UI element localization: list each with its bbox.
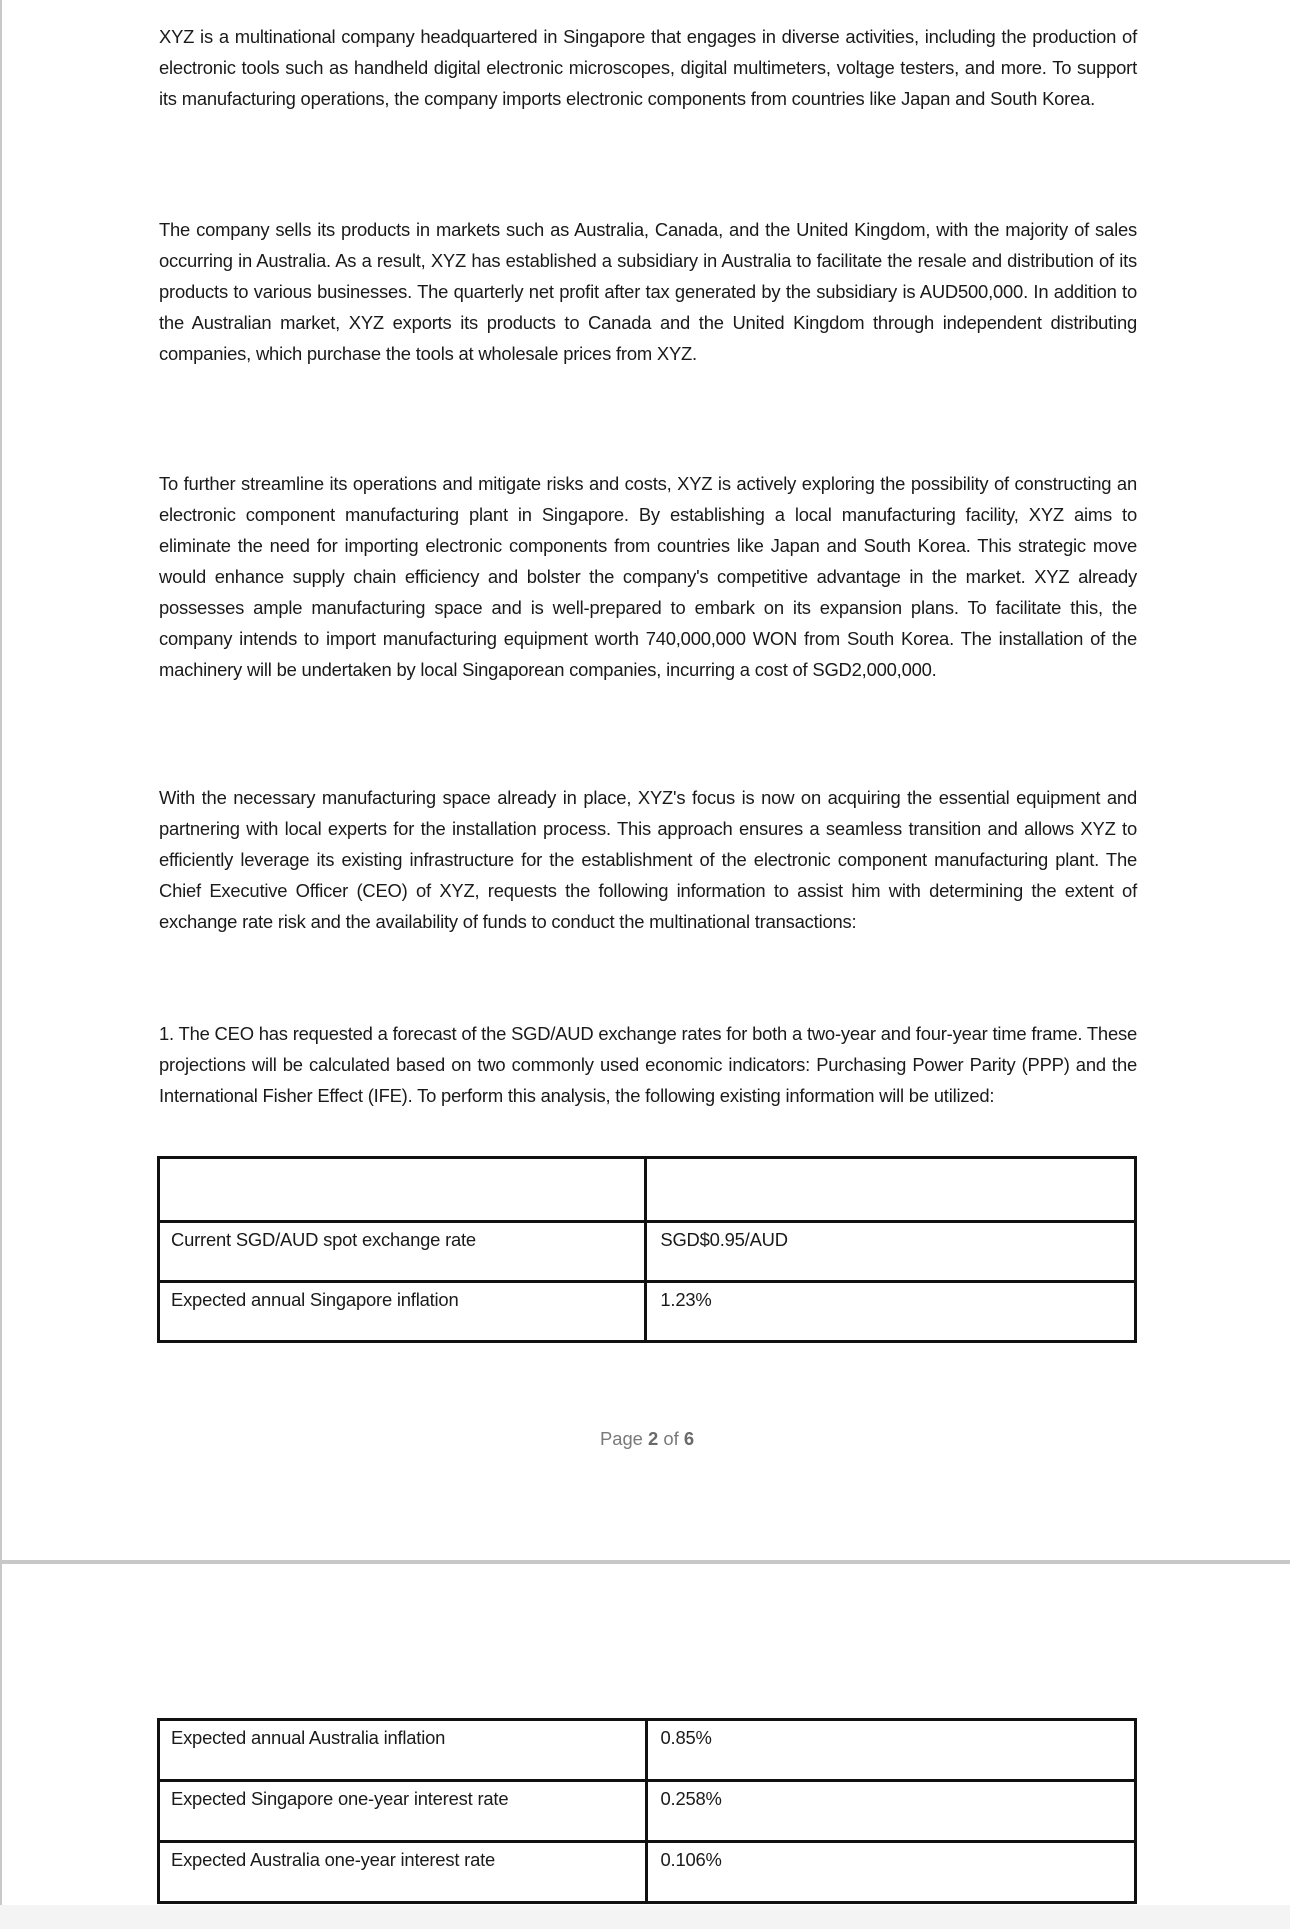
table-row — [159, 1720, 1136, 1781]
table-cell-value: 0.258% — [646, 1781, 1135, 1842]
table-cell-label: Expected Singapore one-year interest rate — [159, 1781, 647, 1842]
page-number-footer — [2, 1428, 1290, 1450]
paragraph-question-1: 1. The CEO has requested a forecast of the SGD/AUD exchange rates for both a two-year and four-year time frame. These projections will be calculated based on two commonly used economic indicators: Purchasing Power Parity (PPP) and the International Fisher Effect (IFE). To perform this analysis, the following existing information will be utilized: — [159, 1023, 1137, 1106]
economic-data-table-part-1 — [157, 1156, 1137, 1343]
economic-data-table-part-2 — [157, 1718, 1137, 1904]
table-row — [159, 1158, 1136, 1222]
table-row — [159, 1781, 1136, 1842]
table-cell-value — [646, 1158, 1136, 1222]
table-cell-label: Expected annual Singapore inflation — [159, 1282, 646, 1342]
table-cell-value: 0.85% — [646, 1720, 1135, 1781]
table-row — [159, 1842, 1136, 1903]
paragraph-markets: The company sells its products in markets such as Australia, Canada, and the United Kingdom, with the majority of sales occurring in Australia. As a result, XYZ has established a subsidiary in Australia to facilitate the resale and distribution of its products to various businesses. The quarterly net profit after tax generated by the subsidiary is AUD500,000. In addition to the Australian market, XYZ exports its products to Canada and the United Kingdom through independent distributing companies, which purchase the tools at wholesale prices from XYZ. — [159, 219, 1137, 364]
paragraph-ceo-request: With the necessary manufacturing space already in place, XYZ's focus is now on acquiring the essential equipment and partnering with local experts for the installation process. This approach ensures a seamless transition and allows XYZ to efficiently leverage its existing infrastructure for the establishment of the electronic component manufacturing plant. The Chief Executive Officer (CEO) of XYZ, requests the following information to assist him with determining the extent of exchange rate risk and the availability of funds to conduct the multinational transactions: — [159, 787, 1137, 932]
page-label: Page — [599, 1428, 649, 1449]
page-of-label: of — [658, 1428, 684, 1449]
table-cell-value: 0.106% — [646, 1842, 1135, 1903]
current-page-number: 2 — [648, 1428, 659, 1449]
table-cell-label — [159, 1158, 646, 1222]
table-cell-label: Expected annual Australia inflation — [159, 1720, 647, 1781]
table-cell-value: 1.23% — [646, 1282, 1136, 1342]
paragraph-expansion-plan: To further streamline its operations and mitigate risks and costs, XYZ is actively exploring the possibility of constructing an electronic component manufacturing plant in Singapore. By establishing a local manufacturing facility, XYZ aims to eliminate the need for importing electronic components from countries like Japan and South Korea. This strategic move would enhance supply chain efficiency and bolster the company's competitive advantage in the market. XYZ already possesses ample manufacturing space and is well-prepared to embark on its expansion plans. To facilitate this, the company intends to import manufacturing equipment worth 740,000,000 WON from South Korea. The installation of the machinery will be undertaken by local Singaporean companies, incurring a cost of SGD2,000,000. — [159, 473, 1137, 680]
table-row — [159, 1222, 1136, 1282]
paragraph-company-overview: XYZ is a multinational company headquartered in Singapore that engages in diverse activities, including the production of electronic tools such as handheld digital electronic microscopes, digital multimeters, voltage testers, and more. To support its manufacturing operations, the company imports electronic components from countries like Japan and South Korea. — [159, 26, 1137, 109]
table-row — [159, 1282, 1136, 1342]
table-cell-label: Current SGD/AUD spot exchange rate — [159, 1222, 646, 1282]
table-cell-value: SGD$0.95/AUD — [646, 1222, 1136, 1282]
document-page-3 — [0, 1564, 1290, 1905]
table-cell-label: Expected Australia one-year interest rate — [159, 1842, 647, 1903]
total-page-count: 6 — [683, 1428, 695, 1449]
